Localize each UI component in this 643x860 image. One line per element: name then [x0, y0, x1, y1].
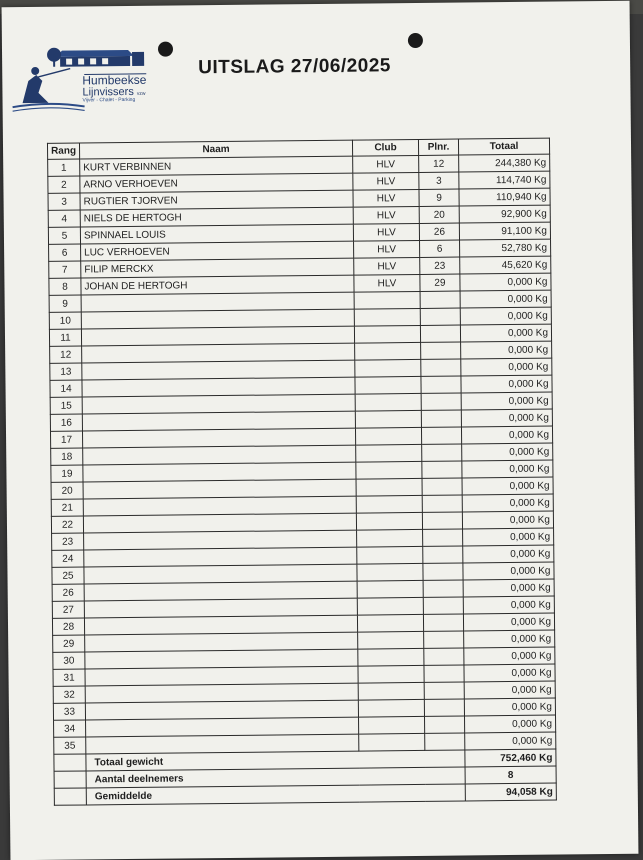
- cell-totaal: 0,000 Kg: [463, 596, 554, 614]
- cell-totaal: 0,000 Kg: [464, 715, 555, 733]
- cell-naam: RUGTIER TJORVEN: [80, 190, 353, 210]
- cell-rang: 21: [51, 499, 83, 516]
- cell-club: HLV: [353, 172, 419, 190]
- club-name-line2: Lijnvissers: [82, 85, 134, 99]
- cell-rang: 26: [52, 584, 84, 601]
- cell-rang: 32: [53, 686, 85, 703]
- cell-plnr: [423, 614, 463, 631]
- cell-totaal: 0,000 Kg: [463, 613, 554, 631]
- cell-rang: 1: [48, 159, 80, 176]
- cell-plnr: [424, 699, 464, 716]
- cell-plnr: [423, 546, 463, 563]
- summary-spacer: [54, 788, 86, 805]
- total-weight-value: 752,460 Kg: [465, 749, 556, 767]
- cell-club: HLV: [354, 257, 420, 275]
- cell-club: HLV: [353, 189, 419, 207]
- cell-totaal: 244,380 Kg: [459, 154, 550, 172]
- cell-club: [354, 325, 420, 343]
- cell-club: [358, 648, 424, 666]
- cell-plnr: [425, 733, 465, 750]
- cell-rang: 11: [49, 329, 81, 346]
- club-suffix: vzw: [136, 90, 146, 97]
- cell-rang: 29: [53, 635, 85, 652]
- cell-totaal: 0,000 Kg: [461, 392, 552, 410]
- club-name-line1: Humbeekse: [82, 72, 147, 88]
- cell-rang: 30: [53, 652, 85, 669]
- cell-naam: NIELS DE HERTOGH: [80, 207, 353, 227]
- cell-rang: 3: [48, 193, 80, 210]
- cell-club: [354, 308, 420, 326]
- cell-rang: 9: [49, 295, 81, 312]
- cell-totaal: 114,740 Kg: [459, 171, 550, 189]
- col-header-plnr: Plnr.: [418, 139, 458, 155]
- cell-totaal: 0,000 Kg: [464, 664, 555, 682]
- cell-plnr: [423, 580, 463, 597]
- cell-rang: 27: [52, 601, 84, 618]
- cell-naam: FILIP MERCKX: [81, 258, 354, 278]
- summary-section: [54, 749, 557, 805]
- cell-rang: 12: [50, 346, 82, 363]
- total-weight-label: Totaal gewicht: [86, 750, 465, 771]
- cell-rang: 17: [50, 431, 82, 448]
- cell-plnr: [422, 495, 462, 512]
- cell-club: [355, 376, 421, 394]
- cell-totaal: 0,000 Kg: [463, 545, 554, 563]
- punch-hole-right: [408, 33, 423, 48]
- cell-rang: 28: [52, 618, 84, 635]
- cell-club: [358, 699, 424, 717]
- cell-plnr: [421, 393, 461, 410]
- cell-totaal: 0,000 Kg: [461, 358, 552, 376]
- punch-hole-left: [158, 42, 173, 57]
- cell-rang: 24: [52, 550, 84, 567]
- cell-club: [356, 478, 422, 496]
- cell-club: [355, 393, 421, 411]
- cell-rang: 23: [52, 533, 84, 550]
- cell-totaal: 0,000 Kg: [463, 562, 554, 580]
- cell-totaal: 0,000 Kg: [462, 511, 553, 529]
- cell-totaal: 0,000 Kg: [462, 460, 553, 478]
- participants-value: 8: [465, 766, 556, 784]
- cell-club: HLV: [353, 223, 419, 241]
- cell-rang: 35: [54, 737, 86, 754]
- cell-rang: 13: [50, 363, 82, 380]
- cell-rang: 7: [49, 261, 81, 278]
- cell-plnr: [424, 631, 464, 648]
- cell-rang: 16: [50, 414, 82, 431]
- cell-totaal: 0,000 Kg: [462, 494, 553, 512]
- cell-plnr: [421, 410, 461, 427]
- cell-plnr: [424, 648, 464, 665]
- cell-club: HLV: [353, 155, 419, 173]
- cell-totaal: 92,900 Kg: [459, 205, 550, 223]
- cell-plnr: 12: [419, 155, 459, 172]
- cell-plnr: [424, 682, 464, 699]
- cell-rang: 33: [53, 703, 85, 720]
- cell-totaal: 0,000 Kg: [464, 630, 555, 648]
- cell-rang: 6: [49, 244, 81, 261]
- cell-totaal: 0,000 Kg: [461, 426, 552, 444]
- club-brand: [82, 74, 146, 104]
- cell-club: [358, 631, 424, 649]
- cell-plnr: 23: [420, 257, 460, 274]
- cell-totaal: 45,620 Kg: [460, 256, 551, 274]
- col-header-rang: Rang: [47, 143, 79, 159]
- cell-plnr: [421, 342, 461, 359]
- cell-club: [355, 359, 421, 377]
- cell-totaal: 0,000 Kg: [463, 579, 554, 597]
- cell-totaal: 0,000 Kg: [464, 647, 555, 665]
- results-table: [47, 138, 557, 806]
- cell-club: [356, 512, 422, 530]
- average-value: 94,058 Kg: [465, 783, 556, 801]
- cell-club: [359, 716, 425, 734]
- cell-totaal: 0,000 Kg: [464, 681, 555, 699]
- cell-club: [358, 682, 424, 700]
- cell-totaal: 0,000 Kg: [461, 341, 552, 359]
- results-sheet: [2, 1, 639, 860]
- cell-totaal: 0,000 Kg: [460, 273, 551, 291]
- cell-club: [357, 529, 423, 547]
- cell-club: [355, 410, 421, 428]
- cell-rang: 34: [54, 720, 86, 737]
- cell-totaal: 0,000 Kg: [462, 443, 553, 461]
- cell-rang: 14: [50, 380, 82, 397]
- cell-plnr: 6: [420, 240, 460, 257]
- cell-plnr: [424, 665, 464, 682]
- cell-club: [357, 614, 423, 632]
- cell-club: [355, 342, 421, 360]
- cell-club: HLV: [354, 274, 420, 292]
- cell-totaal: 0,000 Kg: [465, 732, 556, 750]
- cell-plnr: [421, 427, 461, 444]
- cell-totaal: 0,000 Kg: [464, 698, 555, 716]
- cell-rang: 15: [50, 397, 82, 414]
- cell-totaal: 91,100 Kg: [459, 222, 550, 240]
- cell-club: [357, 580, 423, 598]
- cell-club: [357, 563, 423, 581]
- cell-naam: ARNO VERHOEVEN: [80, 173, 353, 193]
- cell-plnr: [424, 716, 464, 733]
- cell-plnr: [422, 461, 462, 478]
- cell-club: [356, 461, 422, 479]
- cell-club: HLV: [354, 240, 420, 258]
- cell-club: HLV: [353, 206, 419, 224]
- cell-plnr: [423, 529, 463, 546]
- cell-plnr: [422, 512, 462, 529]
- cell-club: [356, 444, 422, 462]
- cell-totaal: 0,000 Kg: [461, 409, 552, 427]
- page-title: UITSLAG 27/06/2025: [198, 55, 392, 79]
- cell-rang: 2: [48, 176, 80, 193]
- summary-spacer: [54, 754, 86, 771]
- cell-rang: 22: [51, 516, 83, 533]
- cell-club: [357, 597, 423, 615]
- cell-plnr: 9: [419, 189, 459, 206]
- cell-naam: KURT VERBINNEN: [80, 156, 353, 176]
- cell-plnr: [421, 376, 461, 393]
- cell-totaal: 110,940 Kg: [459, 188, 550, 206]
- cell-plnr: 20: [419, 206, 459, 223]
- cell-naam: LUC VERHOEVEN: [81, 241, 354, 261]
- cell-plnr: [422, 444, 462, 461]
- participants-label: Aantal deelnemers: [86, 767, 465, 788]
- cell-rang: 19: [51, 465, 83, 482]
- cell-club: [357, 546, 423, 564]
- cell-rang: 8: [49, 278, 81, 295]
- cell-rang: 18: [51, 448, 83, 465]
- cell-totaal: 0,000 Kg: [460, 307, 551, 325]
- cell-rang: 31: [53, 669, 85, 686]
- cell-totaal: 0,000 Kg: [462, 477, 553, 495]
- cell-plnr: [421, 359, 461, 376]
- cell-totaal: 0,000 Kg: [460, 290, 551, 308]
- cell-plnr: [420, 291, 460, 308]
- cell-plnr: [420, 325, 460, 342]
- club-tagline: Vijver - Chalet - Parking: [82, 97, 136, 104]
- cell-naam: SPINNAEL LOUIS: [80, 224, 353, 244]
- cell-club: [354, 291, 420, 309]
- cell-club: [358, 665, 424, 683]
- cell-plnr: [420, 308, 460, 325]
- cell-plnr: [423, 563, 463, 580]
- cell-plnr: [422, 478, 462, 495]
- cell-plnr: 3: [419, 172, 459, 189]
- cell-totaal: 52,780 Kg: [460, 239, 551, 257]
- cell-totaal: 0,000 Kg: [463, 528, 554, 546]
- summary-spacer: [54, 771, 86, 788]
- cell-club: [356, 495, 422, 513]
- cell-plnr: 29: [420, 274, 460, 291]
- cell-totaal: 0,000 Kg: [461, 375, 552, 393]
- cell-plnr: 26: [419, 223, 459, 240]
- cell-club: [355, 427, 421, 445]
- average-label: Gemiddelde: [86, 784, 465, 805]
- col-header-club: Club: [352, 139, 418, 156]
- table-body: [48, 154, 556, 754]
- cell-rang: 20: [51, 482, 83, 499]
- cell-rang: 4: [48, 210, 80, 227]
- cell-plnr: [423, 597, 463, 614]
- cell-club: [359, 733, 425, 751]
- cell-rang: 5: [48, 227, 80, 244]
- col-header-totaal: Totaal: [458, 138, 549, 155]
- cell-rang: 25: [52, 567, 84, 584]
- cell-naam: JOHAN DE HERTOGH: [81, 275, 354, 295]
- col-header-naam: Naam: [79, 140, 352, 159]
- cell-rang: 10: [49, 312, 81, 329]
- cell-totaal: 0,000 Kg: [460, 324, 551, 342]
